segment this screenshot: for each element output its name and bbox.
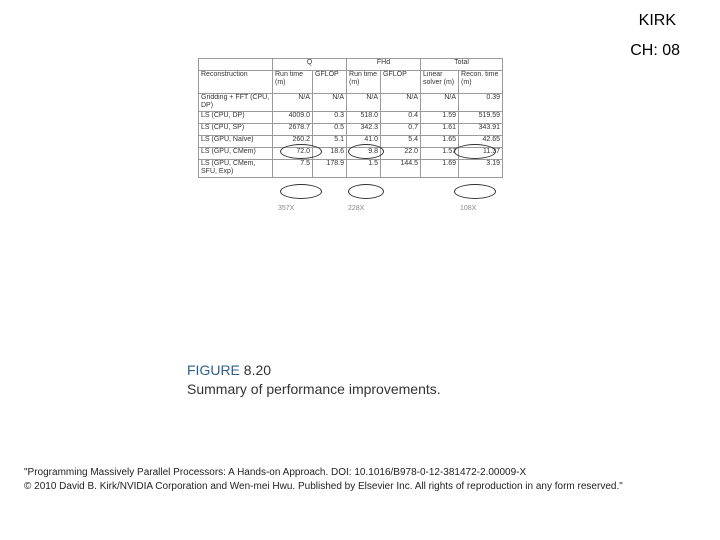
table-cell: 0.7 [381,124,421,136]
column-header: Recon. time (m) [459,71,503,94]
figure-number: 8.20 [243,362,272,378]
column-header: GFLOP [381,71,421,94]
table-cell: 0.3 [313,112,347,124]
table-cell: N/A [381,94,421,112]
performance-table [198,58,503,178]
table-cell: 342.3 [347,124,381,136]
chapter-label: CH: 08 [630,42,680,59]
speedup-label: 228X [348,205,365,212]
highlight-circle [454,144,496,159]
column-header: Run time (m) [347,71,381,94]
table-cell: LS (GPU, CMem) [199,148,273,160]
table-cell: 1.69 [421,160,459,178]
table-cell: N/A [347,94,381,112]
table-cell: N/A [421,94,459,112]
speedup-label: 108X [460,205,477,212]
group-header: Total [421,59,503,71]
table-cell: 178.9 [313,160,347,178]
table-cell: 2678.7 [273,124,313,136]
highlight-circle [348,144,384,159]
table-cell: 0.5 [313,124,347,136]
table-cell: 7.5 [273,160,313,178]
group-header: FHd [347,59,421,71]
table-row [199,112,503,124]
table-cell: LS (CPU, SP) [199,124,273,136]
table-cell: 9.8 [347,148,381,160]
table-column-header-row [199,71,503,94]
table-cell: 72.0 [273,148,313,160]
table-cell: 5.1 [313,136,347,148]
table-cell: 343.91 [459,124,503,136]
table-cell: Gridding + FFT (CPU, DP) [199,94,273,112]
table-cell: 0.39 [459,94,503,112]
table-cell: 4009.0 [273,112,313,124]
table-cell: LS (GPU, CMem, SFU, Exp) [199,160,273,178]
table-cell: 1.61 [421,124,459,136]
highlight-circle [348,184,384,199]
table-cell: 42.65 [459,136,503,148]
table-row [199,94,503,112]
header-title: KIRK [638,12,676,29]
table-cell: 1.59 [421,112,459,124]
table-cell: 18.6 [313,148,347,160]
group-header: Q [273,59,347,71]
column-header: Reconstruction [199,71,273,94]
table-cell: 5.4 [381,136,421,148]
table-cell: LS (CPU, DP) [199,112,273,124]
table-cell: 0.4 [381,112,421,124]
table-cell: 144.5 [381,160,421,178]
speedup-label: 357X [278,205,295,212]
table-cell: 41.0 [347,136,381,148]
highlight-circle [454,184,496,199]
copyright-line: © 2010 David B. Kirk/NVIDIA Corporation and Wen-mei Hwu. Published by Elsevier Inc. All rights of reproduction in any form reserved." [24,481,623,492]
table-cell: 11.37 [459,148,503,160]
table-cell: N/A [313,94,347,112]
table-group-header-row [199,59,503,71]
table-cell: 260.2 [273,136,313,148]
figure-label [187,362,271,379]
table-row [199,124,503,136]
figure-caption: Summary of performance improvements. [187,381,441,397]
figure-word: FIGURE [187,362,240,378]
group-header [199,59,273,71]
table-row [199,160,503,178]
table-cell: 3.19 [459,160,503,178]
table-cell: LS (GPU, Naïve) [199,136,273,148]
citation-line: "Programming Massively Parallel Processors: A Hands-on Approach. DOI: 10.1016/B978-0-12-381472-2.00009-X [24,467,527,478]
highlight-circle [280,144,322,159]
table-cell: 519.59 [459,112,503,124]
highlight-circle [280,184,322,199]
table-cell: 1.5 [347,160,381,178]
table-row [199,136,503,148]
table-cell: 518.0 [347,112,381,124]
table-cell: 1.57 [421,148,459,160]
table-cell: 1.65 [421,136,459,148]
column-header: GFLOP [313,71,347,94]
table-cell: N/A [273,94,313,112]
column-header: Run time (m) [273,71,313,94]
column-header: Linear solver (m) [421,71,459,94]
table-cell: 22.0 [381,148,421,160]
performance-table-figure [198,58,502,214]
